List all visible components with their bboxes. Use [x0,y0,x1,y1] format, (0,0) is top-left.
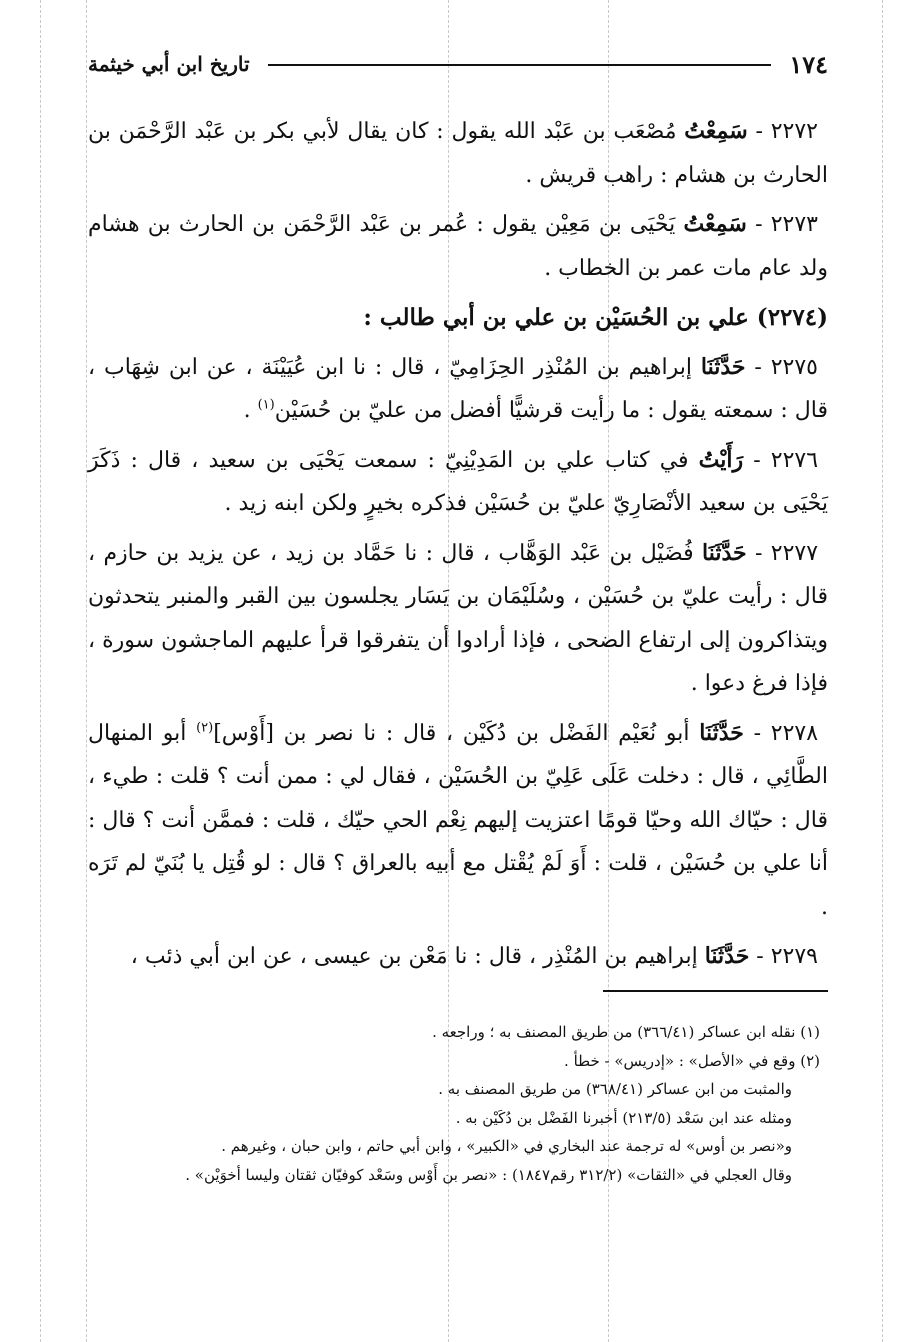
narration-text: أبو نُعَيْم الفَضْل بن دُكَيْن ، قال : نا نصر بن [أَوْس] [213,720,690,746]
footnote-separator [603,990,828,992]
narration-number: ٢٢٧٩ [770,944,818,969]
section-heading: (٢٢٧٤) علي بن الحُسَيْن بن علي بن أبي طالب : [363,304,828,331]
book-title: تاريخ ابن أبي خيثمة [88,52,250,76]
narration-paragraph: ٢٢٧٢ - سَمِعْتُ مُصْعَب بن عَبْد الله يقول : كان يقال لأبي بكر بن عَبْد الرَّحْمَن بن الحارث بن هشام : راهب قريش . [88,118,828,188]
narration-text: إبراهيم بن المُنْذِر الحِزَامِيّ ، قال : نا ابن عُيَيْنَة ، عن ابن شِهَاب ، قال : سمعته يقول : ما رأيت قرشيًّا أفضل من عليّ بن حُسَيْن [88,354,828,423]
page-number: ١٧٤ [789,49,828,79]
narration-number: ٢٢٧٥ [770,354,818,380]
narration-paragraph: ٢٢٧٥ - حَدَّثَنَا إبراهيم بن المُنْذِر الحِزَامِيّ ، قال : نا ابن عُيَيْنَة ، عن ابن شِهَاب ، قال : سمعته يقول : ما رأيت قرشيًّا أفضل من عليّ بن حُسَيْن$^{(١)}$ . [88,353,828,423]
footnote-continuation: ومثله عند ابن سَعْد (٢١٣/٥) أخبرنا الفَضْل بن دُكَيْن به . [455,1108,792,1127]
narration-lead: حَدَّثَنَا [704,943,750,969]
narration-paragraph: ٢٢٧٩ - حَدَّثَنَا إبراهيم بن المُنْذِر ، قال : نا مَعْن بن عيسى ، عن ابن أبي ذئب ، [130,943,818,969]
narration-paragraph: ٢٢٧٨ - حَدَّثَنَا أبو نُعَيْم الفَضْل بن دُكَيْن ، قال : نا نصر بن [أَوْس]$^{(٢)}$ أبو المنهال الطَّائِي ، قال : دخلت عَلَى عَلِيّ بن الحُسَيْن ، فقال لي : ممن أنت ؟ قلت : طيء ، قال : حيّاك الله وحيّا قومًا اعتزيت إليهم نِعْم الحي حيّك ، قلت : فممَّن أنت ؟ قال : أنا علي بن حُسَيْن ، قلت : أَوَ لَمْ يُقْتل مع أبيه بالعراق ؟ قال : لو قُتِل يا بُنَيّ لم تَرَه . [88,719,828,920]
narration-text: في كتاب علي بن المَدِيْنِيّ : سمعت يَحْيَى بن سعيد ، قال : ذَكَرَ يَحْيَى بن سعيد الأنْصَارِيّ عليّ بن حُسَيْن فذكره بخيرٍ ولكن ابنه زيد . [88,447,828,516]
scan-guide-line [86,0,87,1342]
footnote-continuation: وقال العجلي في «الثقات» (٣١٢/٢ رقم١٨٤٧) : «نصر بن أَوْس وسَعْد كوفيّان ثقتان وليسا أخوَيْن» . [185,1165,792,1184]
footnotes [88,1018,820,1189]
narration-lead: سَمِعْتُ [683,211,747,237]
narration-paragraph: ٢٢٧٣ - سَمِعْتُ يَحْيَى بن مَعِيْن يقول : عُمر بن عَبْد الرَّحْمَن بن الحارث بن هشام ولد عام مات عمر بن الخطاب . [88,211,828,281]
narration-tail: . [243,398,258,423]
narration-text: يَحْيَى بن مَعِيْن يقول : عُمر بن عَبْد الرَّحْمَن بن الحارث بن هشام ولد عام مات عمر بن الخطاب . [88,212,828,281]
footnote-marker: (٢) [196,720,214,736]
main-text [88,110,828,985]
footnote: (٢) وقع في «الأصل» : «إدريس» - خطأ . [564,1051,820,1070]
header-rule [268,64,772,66]
footnote-marker: (١) [257,397,275,413]
narration-number: ٢٢٧٣ [770,212,818,237]
scan-guide-line [40,0,41,1342]
narration-text: مُصْعَب بن عَبْد الله يقول : كان يقال لأبي بكر بن عَبْد الرَّحْمَن بن الحارث بن هشام : راهب قريش . [88,119,828,188]
page-header [88,44,828,84]
narration-lead: حَدَّثَنَا [702,539,747,566]
narration-paragraph: ٢٢٧٧ - حَدَّثَنَا فُضَيْل بن عَبْد الوَهَّاب ، قال : نا حَمَّاد بن زيد ، عن يزيد بن حازم ، قال : رأيت عليّ بن حُسَيْن ، وسُلَيْمَان بن يَسَار يجلسون بين القبر والمنبر يتحدثون ويتذاكرون إلى ارتفاع الضحى ، فإذا أرادوا أن يتفرقوا قرأ عليهم الماجشون سورة ، فإذا فرغ دعوا . [88,539,828,696]
footnote-continuation: والمثبت من ابن عساكر (٣٦٨/٤١) من طريق المصنف به . [438,1080,792,1098]
footnote: (١) نقله ابن عساكر (٣٦٦/٤١) من طريق المصنف به ؛ وراجعه . [432,1023,820,1041]
narration-text: فُضَيْل بن عَبْد الوَهَّاب ، قال : نا حَمَّاد بن زيد ، عن يزيد بن حازم ، قال : رأيت عليّ بن حُسَيْن ، وسُلَيْمَان بن يَسَار يجلسون بين القبر والمنبر يتحدثون ويتذاكرون إلى ارتفاع الضحى ، فإذا أرادوا أن يتفرقوا قرأ عليهم الماجشون سورة ، فإذا فرغ دعوا . [88,540,828,696]
narration-lead: رَأَيْتُ [698,446,744,473]
narration-lead: حَدَّثَنَا [700,353,746,380]
narration-number: ٢٢٧٢ [770,119,818,144]
scan-guide-line [882,0,883,1342]
narration-number: ٢٢٧٦ [770,447,819,473]
footnote-continuation: و«نصر بن أوس» له ترجمة عند البخاري في «الكبير» ، وابن أبي حاتم ، وابن حبان ، وغيرهم . [221,1137,792,1155]
narration-lead: حَدَّثَنَا [699,719,744,746]
narration-lead: سَمِعْتُ [684,118,748,144]
narration-text: إبراهيم بن المُنْذِر ، قال : نا مَعْن بن عيسى ، عن ابن أبي ذئب ، [130,944,698,969]
narration-number: ٢٢٧٧ [770,540,819,566]
narration-tail: أبو المنهال الطَّائِي ، قال : دخلت عَلَى عَلِيّ بن الحُسَيْن ، فقال لي : ممن أنت ؟ قلت : طيء ، قال : حيّاك الله وحيّا قومًا اعتزيت إليهم نِعْم الحي حيّك ، قلت : فممَّن أنت ؟ قال : أنا علي بن حُسَيْن ، قلت : أَوَ لَمْ يُقْتل مع أبيه بالعراق ؟ قال : لو قُتِل يا بُنَيّ لم تَرَه . [88,720,828,920]
narration-paragraph: ٢٢٧٦ - رَأَيْتُ في كتاب علي بن المَدِيْنِيّ : سمعت يَحْيَى بن سعيد ، قال : ذَكَرَ يَحْيَى بن سعيد الأنْصَارِيّ عليّ بن حُسَيْن فذكره بخيرٍ ولكن ابنه زيد . [88,446,828,516]
narration-number: ٢٢٧٨ [770,720,819,746]
